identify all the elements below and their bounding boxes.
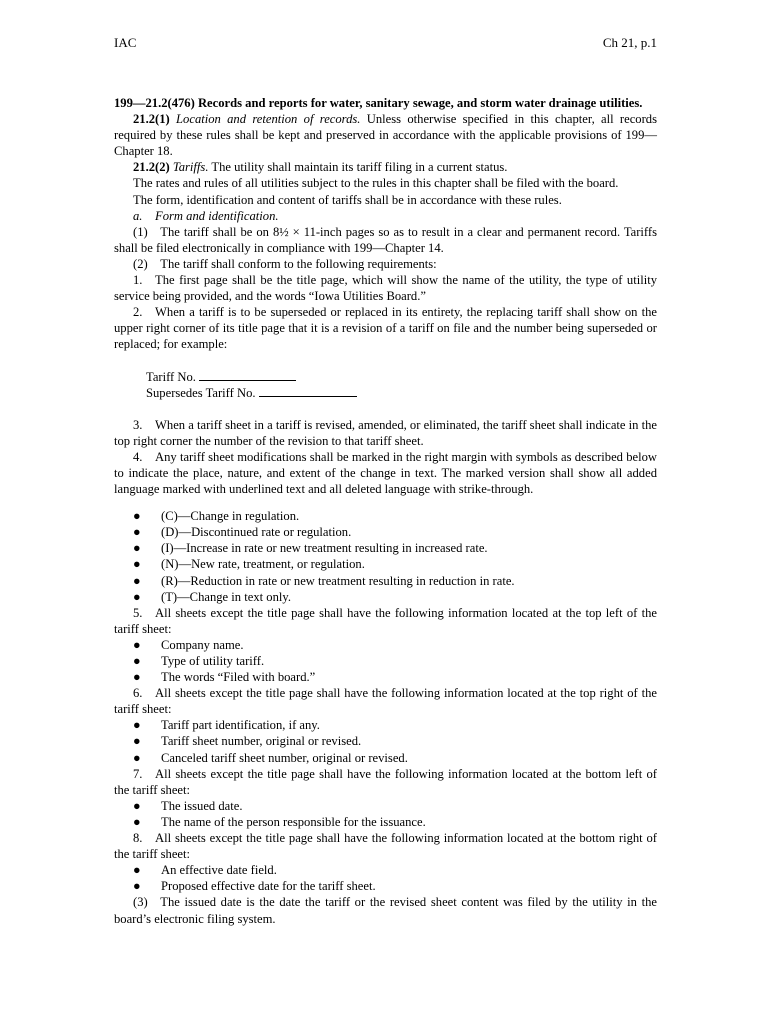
top-left-list	[114, 637, 657, 685]
list-item	[114, 637, 657, 653]
item-2: 2. When a tariff is to be superseded or replaced in its entirety, the replacing tariff shall show on the upper right corner of its title page that it is a revision of a tariff on file and the number being superseded or replaced; for example:	[114, 305, 657, 352]
list-item	[114, 524, 657, 540]
bullet-icon: ●	[133, 750, 141, 765]
list-item	[114, 669, 657, 685]
bullet-icon: ●	[133, 573, 141, 588]
paragraph-2: (2) The tariff shall conform to the following requirements:	[133, 256, 437, 271]
header-right: Ch 21, p.1	[602, 35, 657, 50]
list-item-text: (R)—Reduction in rate or new treatment resulting in reduction in rate.	[161, 573, 515, 588]
list-item-text: (D)—Discontinued rate or regulation.	[161, 525, 352, 540]
list-item-text: The issued date.	[161, 798, 243, 813]
paragraph-form: The form, identification and content of tariffs shall be in accordance with these rules.	[133, 192, 562, 207]
list-item-text: Proposed effective date for the tariff sheet.	[161, 879, 376, 894]
bullet-icon: ●	[133, 670, 141, 685]
list-item	[114, 798, 657, 814]
subrule-1-text: Unless otherwise specified in this chapter, all records required by these rules shall be kept and preserved in accordance with the applicable provisions of 199—Chapter 18.	[114, 112, 657, 159]
bullet-icon: ●	[133, 525, 141, 540]
paragraph-3: (3) The issued date is the date the tariff or the revised sheet content was filed by the utility in the board’s electronic filing system.	[114, 895, 657, 926]
item-8: 8. All sheets except the title page shall have the following information located at the bottom right of the tariff sheet:	[114, 831, 657, 862]
list-item	[114, 556, 657, 572]
list-item-text: (C)—Change in regulation.	[161, 509, 300, 524]
tariff-no-label: Tariff No.	[146, 369, 196, 384]
list-item	[114, 750, 657, 766]
list-item-text: Canceled tariff sheet number, original or revised.	[161, 750, 408, 765]
list-item-text: The name of the person responsible for the issuance.	[161, 814, 426, 829]
list-item	[114, 862, 657, 878]
bullet-icon: ●	[133, 879, 141, 894]
tariff-no-blank	[199, 369, 296, 381]
item-7: 7. All sheets except the title page shall have the following information located at the bottom left of the tariff sheet:	[114, 766, 657, 797]
list-item-text: An effective date field.	[161, 863, 277, 878]
list-item	[114, 717, 657, 733]
document-body	[114, 95, 657, 927]
list-item-text: (T)—Change in text only.	[161, 589, 291, 604]
list-item	[114, 540, 657, 556]
list-item-text: (N)—New rate, treatment, or regulation.	[161, 557, 365, 572]
list-item	[114, 573, 657, 589]
item-6: 6. All sheets except the title page shall have the following information located at the top right of the tariff sheet:	[114, 686, 657, 717]
paragraph-rates: The rates and rules of all utilities subject to the rules in this chapter shall be filed with the board.	[133, 176, 619, 191]
spacer	[114, 497, 657, 508]
header-left: IAC	[114, 35, 137, 50]
spacer	[114, 353, 657, 369]
bottom-right-list	[114, 862, 657, 894]
list-item-text: Type of utility tariff.	[161, 654, 265, 668]
bottom-left-list	[114, 798, 657, 830]
top-right-list	[114, 717, 657, 765]
list-item-text: Company name.	[161, 637, 244, 652]
paragraph-a: a. Form and identification.	[133, 208, 279, 223]
bullet-icon: ●	[133, 863, 141, 878]
list-item-text: The words “Filed with board.”	[161, 670, 316, 685]
rule-title: 199—21.2(476) Records and reports for water, sanitary sewage, and storm water drainage utilities.	[114, 96, 643, 110]
supersedes-blank	[259, 385, 357, 397]
list-item	[114, 814, 657, 830]
item-3: 3. When a tariff sheet in a tariff is revised, amended, or eliminated, the tariff sheet shall indicate in the top right corner the number of the revision to that tariff sheet.	[114, 417, 657, 448]
symbol-list	[114, 508, 657, 605]
bullet-icon: ●	[133, 589, 141, 604]
list-item	[114, 733, 657, 749]
subrule-1-heading: Location and retention of records.	[176, 112, 361, 127]
supersedes-line	[114, 385, 657, 401]
list-item-text: (I)—Increase in rate or new treatment resulting in increased rate.	[161, 541, 488, 556]
subrule-1-number: 21.2(1)	[133, 112, 170, 127]
bullet-icon: ●	[133, 557, 141, 572]
item-4: 4. Any tariff sheet modifications shall be marked in the right margin with symbols as described below to indicate the place, nature, and extent of the change in text. The marked version shall show all added language marked with underlined text and all deleted language with strike-through.	[114, 449, 657, 497]
list-item-text: Tariff sheet number, original or revised.	[161, 734, 362, 749]
spacer	[114, 401, 657, 417]
subrule-2-number: 21.2(2)	[133, 160, 170, 175]
paragraph-1: (1) The tariff shall be on 8½ × 11-inch pages so as to result in a clear and permanent record. Tariffs shall be filed electronically in compliance with 199—Chapter 14.	[114, 224, 657, 255]
item-1: 1. The first page shall be the title page, which will show the name of the utility, the type of utility service being provided, and the words “Iowa Utilities Board.”	[114, 273, 657, 304]
item-5: 5. All sheets except the title page shall have the following information located at the top left of the tariff sheet:	[114, 605, 657, 636]
bullet-icon: ●	[133, 541, 141, 556]
list-item	[114, 508, 657, 524]
bullet-icon: ●	[133, 718, 141, 733]
list-item-text: Tariff part identification, if any.	[161, 718, 320, 733]
bullet-icon: ●	[133, 734, 141, 749]
subrule-2-heading: Tariffs.	[172, 160, 209, 175]
subrule-2	[114, 159, 657, 175]
bullet-icon: ●	[133, 637, 141, 652]
tariff-no-line	[114, 369, 657, 385]
subrule-1	[114, 111, 657, 159]
subrule-2-text: The utility shall maintain its tariff filing in a current status.	[208, 160, 508, 175]
bullet-icon: ●	[133, 798, 141, 813]
supersedes-label: Supersedes Tariff No.	[146, 385, 256, 400]
list-item	[114, 589, 657, 605]
bullet-icon: ●	[133, 654, 141, 668]
bullet-icon: ●	[133, 509, 141, 524]
bullet-icon: ●	[133, 814, 141, 829]
list-item	[114, 878, 657, 894]
list-item	[114, 653, 657, 669]
